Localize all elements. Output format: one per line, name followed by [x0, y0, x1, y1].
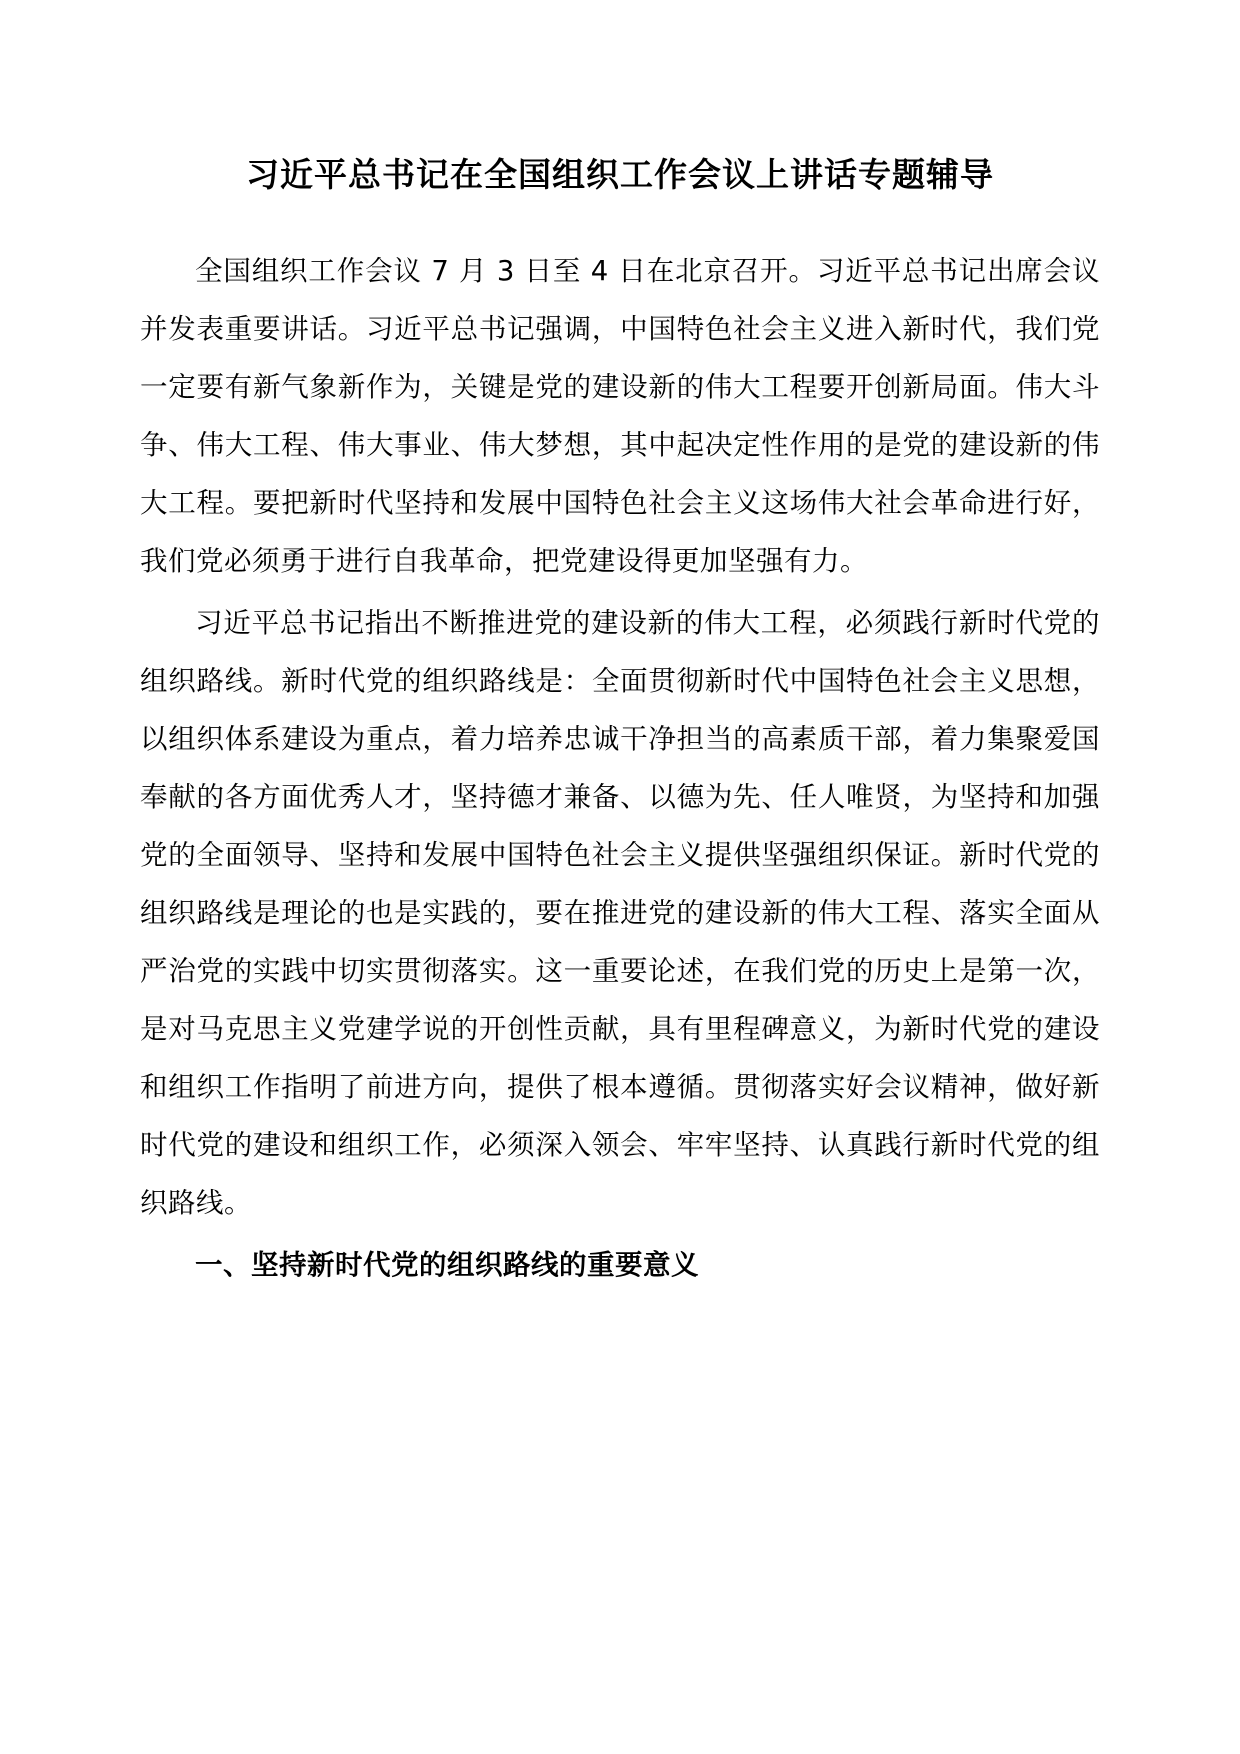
- paragraph-1: 全国组织工作会议 7 月 3 日至 4 日在北京召开。习近平总书记出席会议并发表重要讲话。习近平总书记强调，中国特色社会主义进入新时代，我们党一定要有新气象新作为，关键是党的建设新的伟大工程要开创新局面。伟大斗争、伟大工程、伟大事业、伟大梦想，其中起决定性作用的是党的建设新的伟大工程。要把新时代坚持和发展中国特色社会主义这场伟大社会革命进行好，我们党必须勇于进行自我革命，把党建设得更加坚强有力。: [140, 254, 1100, 577]
- section-heading-one: 一、坚持新时代党的组织路线的重要意义: [195, 1248, 699, 1281]
- paragraph-2: 习近平总书记指出不断推进党的建设新的伟大工程，必须践行新时代党的组织路线。新时代党的组织路线是：全面贯彻新时代中国特色社会主义思想，以组织体系建设为重点，着力培养忠诚干净担当的高素质干部，着力集聚爱国奉献的各方面优秀人才，坚持德才兼备、以德为先、任人唯贤，为坚持和加强党的全面领导、坚持和发展中国特色社会主义提供坚强组织保证。新时代党的组织路线是理论的也是实践的，要在推进党的建设新的伟大工程、落实全面从严治党的实践中切实贯彻落实。这一重要论述，在我们党的历史上是第一次，是对马克思主义党建学说的开创性贡献，具有里程碑意义，为新时代党的建设和组织工作指明了前进方向，提供了根本遵循。贯彻落实好会议精神，做好新时代党的建设和组织工作，必须深入领会、牢牢坚持、认真践行新时代党的组织路线。: [140, 606, 1100, 1219]
- page-title: 习近平总书记在全国组织工作会议上讲话专题辅导: [246, 155, 994, 194]
